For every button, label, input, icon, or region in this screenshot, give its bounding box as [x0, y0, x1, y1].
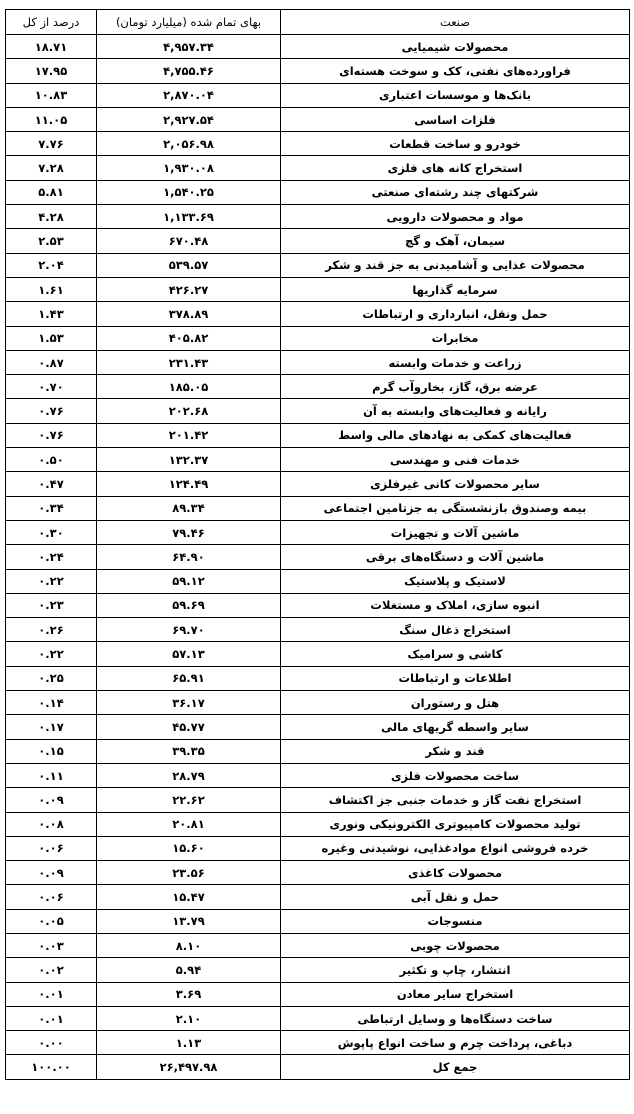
industry-cell: خدمات فنی و مهندسی	[281, 448, 630, 472]
cost-cell: ۲۸.۷۹	[97, 763, 281, 787]
industry-cell: خرده فروشی انواع موادغذایی، نوشیدنی وغیره	[281, 836, 630, 860]
percent-cell: ۱.۵۳	[6, 326, 97, 350]
industry-cell: مواد و محصولات دارویی	[281, 205, 630, 229]
cost-cell: ۶۵.۹۱	[97, 666, 281, 690]
percent-cell: ۰.۸۷	[6, 350, 97, 374]
industry-cell: فلزات اساسی	[281, 107, 630, 131]
cost-cell: ۲.۱۰	[97, 1006, 281, 1030]
industry-cell: سیمان، آهک و گچ	[281, 229, 630, 253]
table-row	[6, 618, 630, 642]
percent-cell: ۲.۵۳	[6, 229, 97, 253]
industry-cell: ماشین آلات و تجهیزات	[281, 520, 630, 544]
percent-cell: ۰.۲۵	[6, 666, 97, 690]
percent-cell: ۱۱.۰۵	[6, 107, 97, 131]
industry-cell: ساخت محصولات فلزی	[281, 763, 630, 787]
industry-cell: قند و شکر	[281, 739, 630, 763]
percent-cell: ۰.۱۴	[6, 691, 97, 715]
percent-cell: ۰.۰۱	[6, 982, 97, 1006]
industry-cell: فراورده‌های نفتی، کک و سوخت هسته‌ای	[281, 59, 630, 83]
percent-cell: ۰.۳۴	[6, 496, 97, 520]
percent-cell: ۰.۵۰	[6, 448, 97, 472]
cost-cell: ۴۰۵.۸۲	[97, 326, 281, 350]
cost-cell: ۳۹.۳۵	[97, 739, 281, 763]
table-row	[6, 205, 630, 229]
table-row	[6, 180, 630, 204]
percent-cell: ۰.۱۷	[6, 715, 97, 739]
table-row	[6, 715, 630, 739]
cost-cell: ۲,۹۲۷.۵۴	[97, 107, 281, 131]
cost-cell: ۵۹.۱۲	[97, 569, 281, 593]
table-row	[6, 59, 630, 83]
cost-cell: ۴۲۶.۲۷	[97, 277, 281, 301]
table-row	[6, 277, 630, 301]
percent-cell: ۰.۰۵	[6, 909, 97, 933]
industry-cell: استخراج سایر معادن	[281, 982, 630, 1006]
industry-cell: انبوه سازی، املاک و مستغلات	[281, 593, 630, 617]
industry-cell: رایانه و فعالیت‌های وابسته به آن	[281, 399, 630, 423]
table-row	[6, 666, 630, 690]
cost-cell: ۶۷۰.۴۸	[97, 229, 281, 253]
percent-cell: ۰.۰۹	[6, 788, 97, 812]
industry-cell: تولید محصولات کامپیوتری الکترونیکی ونوری	[281, 812, 630, 836]
table-row	[6, 156, 630, 180]
table-body	[6, 35, 630, 1055]
table-row	[6, 375, 630, 399]
industry-cell: کاشی و سرامیک	[281, 642, 630, 666]
percent-cell: ۵.۸۱	[6, 180, 97, 204]
percent-cell: ۰.۲۲	[6, 642, 97, 666]
industry-cell: حمل و نقل آبی	[281, 885, 630, 909]
table-row	[6, 132, 630, 156]
cost-cell: ۴,۹۵۷.۳۴	[97, 35, 281, 59]
percent-cell: ۰.۰۱	[6, 1006, 97, 1030]
cost-cell: ۱۸۵.۰۵	[97, 375, 281, 399]
table-row	[6, 909, 630, 933]
cost-cell: ۳۶.۱۷	[97, 691, 281, 715]
industry-cell: بیمه وصندوق بازنشستگی به جزتامین اجتماعی	[281, 496, 630, 520]
table-row	[6, 569, 630, 593]
table-row	[6, 763, 630, 787]
industry-cell: سایر محصولات کانی غیرفلزی	[281, 472, 630, 496]
industry-cell: سرمایه گذاریها	[281, 277, 630, 301]
percent-cell: ۰.۰۹	[6, 861, 97, 885]
percent-cell: ۷.۲۸	[6, 156, 97, 180]
total-industry-cell: جمع کل	[281, 1055, 630, 1079]
table-row	[6, 691, 630, 715]
industry-cell: منسوجات	[281, 909, 630, 933]
cost-cell: ۵۳۹.۵۷	[97, 253, 281, 277]
industry-cell: ماشین آلات و دستگاه‌های برقی	[281, 545, 630, 569]
cost-cell: ۱,۹۳۰.۰۸	[97, 156, 281, 180]
cost-cell: ۸.۱۰	[97, 933, 281, 957]
percent-cell: ۰.۰۸	[6, 812, 97, 836]
cost-cell: ۳.۶۹	[97, 982, 281, 1006]
cost-cell: ۵۷.۱۳	[97, 642, 281, 666]
table-row	[6, 399, 630, 423]
percent-cell: ۱۰.۸۳	[6, 83, 97, 107]
table-row	[6, 83, 630, 107]
table-row	[6, 982, 630, 1006]
percent-cell: ۰.۰۲	[6, 958, 97, 982]
industry-cell: انتشار، چاپ و تکثیر	[281, 958, 630, 982]
header-percent: درصد از کل	[6, 10, 97, 35]
cost-cell: ۲,۰۵۶.۹۸	[97, 132, 281, 156]
cost-cell: ۱۵.۶۰	[97, 836, 281, 860]
table-row	[6, 933, 630, 957]
industry-cell: سایر واسطه گریهای مالی	[281, 715, 630, 739]
percent-cell: ۰.۷۶	[6, 423, 97, 447]
percent-cell: ۱.۴۳	[6, 302, 97, 326]
industry-cell: ساخت دستگاه‌ها و وسایل ارتباطی	[281, 1006, 630, 1030]
industry-cell: خودرو و ساخت قطعات	[281, 132, 630, 156]
percent-cell: ۷.۷۶	[6, 132, 97, 156]
total-percent-cell: ۱۰۰.۰۰	[6, 1055, 97, 1079]
header-cost: بهای تمام شده (میلیارد تومان)	[97, 10, 281, 35]
industry-cell: لاستیک و پلاستیک	[281, 569, 630, 593]
cost-cell: ۱۳.۷۹	[97, 909, 281, 933]
percent-cell: ۰.۰۳	[6, 933, 97, 957]
cost-cell: ۲۰۱.۴۲	[97, 423, 281, 447]
table-row	[6, 812, 630, 836]
cost-cell: ۲۰۲.۶۸	[97, 399, 281, 423]
table-row	[6, 788, 630, 812]
percent-cell: ۰.۰۰	[6, 1031, 97, 1055]
table-row	[6, 836, 630, 860]
table-row	[6, 520, 630, 544]
cost-cell: ۱.۱۳	[97, 1031, 281, 1055]
table-row	[6, 545, 630, 569]
percent-cell: ۱۸.۷۱	[6, 35, 97, 59]
total-cost-cell: ۲۶,۴۹۷.۹۸	[97, 1055, 281, 1079]
cost-cell: ۶۴.۹۰	[97, 545, 281, 569]
industry-cell: محصولات چوبی	[281, 933, 630, 957]
table-row	[6, 448, 630, 472]
table-row	[6, 229, 630, 253]
cost-cell: ۲۳۱.۴۳	[97, 350, 281, 374]
industry-cell: زراعت و خدمات وابسته	[281, 350, 630, 374]
table-row	[6, 958, 630, 982]
industry-cell: شرکتهای چند رشته‌ای صنعتی	[281, 180, 630, 204]
percent-cell: ۱.۶۱	[6, 277, 97, 301]
cost-cell: ۸۹.۳۴	[97, 496, 281, 520]
cost-cell: ۴۵.۷۷	[97, 715, 281, 739]
table-row	[6, 1031, 630, 1055]
table-row	[6, 253, 630, 277]
industry-cell: مخابرات	[281, 326, 630, 350]
industry-cell: محصولات کاغذی	[281, 861, 630, 885]
table-row	[6, 107, 630, 131]
cost-cell: ۴,۷۵۵.۴۶	[97, 59, 281, 83]
percent-cell: ۰.۰۶	[6, 885, 97, 909]
percent-cell: ۰.۲۶	[6, 618, 97, 642]
table-row	[6, 885, 630, 909]
cost-cell: ۳۷۸.۸۹	[97, 302, 281, 326]
industry-cell: محصولات شیمیایی	[281, 35, 630, 59]
table-row	[6, 350, 630, 374]
cost-cell: ۲۲.۶۲	[97, 788, 281, 812]
percent-cell: ۰.۲۳	[6, 593, 97, 617]
percent-cell: ۰.۱۱	[6, 763, 97, 787]
cost-cell: ۱۲۴.۴۹	[97, 472, 281, 496]
total-row	[6, 1055, 630, 1079]
table-row	[6, 861, 630, 885]
cost-cell: ۲,۸۷۰.۰۴	[97, 83, 281, 107]
table-header-row	[6, 10, 630, 35]
header-industry: صنعت	[281, 10, 630, 35]
percent-cell: ۰.۱۵	[6, 739, 97, 763]
industry-cell: محصولات غذایی و آشامیدنی به جز قند و شکر	[281, 253, 630, 277]
cost-cell: ۵۹.۶۹	[97, 593, 281, 617]
percent-cell: ۰.۷۶	[6, 399, 97, 423]
cost-cell: ۲۰.۸۱	[97, 812, 281, 836]
percent-cell: ۲.۰۴	[6, 253, 97, 277]
cost-cell: ۲۳.۵۶	[97, 861, 281, 885]
industry-cost-table	[5, 9, 630, 1080]
percent-cell: ۰.۷۰	[6, 375, 97, 399]
industry-cell: فعالیت‌های کمکی به نهادهای مالی واسط	[281, 423, 630, 447]
table-row	[6, 423, 630, 447]
table-row	[6, 1006, 630, 1030]
table-row	[6, 472, 630, 496]
table-row	[6, 326, 630, 350]
cost-cell: ۷۹.۴۶	[97, 520, 281, 544]
percent-cell: ۰.۴۷	[6, 472, 97, 496]
industry-cell: اطلاعات و ارتباطات	[281, 666, 630, 690]
table-row	[6, 642, 630, 666]
industry-cell: حمل ونقل، انبارداری و ارتباطات	[281, 302, 630, 326]
table-row	[6, 302, 630, 326]
industry-cost-table-container	[5, 9, 629, 1080]
cost-cell: ۱,۵۴۰.۲۵	[97, 180, 281, 204]
percent-cell: ۰.۲۲	[6, 569, 97, 593]
cost-cell: ۶۹.۷۰	[97, 618, 281, 642]
industry-cell: دباغی، پرداخت چرم و ساخت انواع پاپوش	[281, 1031, 630, 1055]
cost-cell: ۱,۱۳۳.۶۹	[97, 205, 281, 229]
industry-cell: استخراج کانه های فلزی	[281, 156, 630, 180]
industry-cell: عرضه برق، گاز، بخاروآب گرم	[281, 375, 630, 399]
percent-cell: ۰.۰۶	[6, 836, 97, 860]
cost-cell: ۱۵.۴۷	[97, 885, 281, 909]
percent-cell: ۱۷.۹۵	[6, 59, 97, 83]
table-row	[6, 739, 630, 763]
industry-cell: هتل و رستوران	[281, 691, 630, 715]
industry-cell: استخراج ذغال سنگ	[281, 618, 630, 642]
cost-cell: ۵.۹۴	[97, 958, 281, 982]
percent-cell: ۴.۲۸	[6, 205, 97, 229]
table-row	[6, 593, 630, 617]
percent-cell: ۰.۳۰	[6, 520, 97, 544]
table-row	[6, 35, 630, 59]
cost-cell: ۱۳۲.۳۷	[97, 448, 281, 472]
percent-cell: ۰.۲۴	[6, 545, 97, 569]
industry-cell: استخراج نفت گاز و خدمات جنبی جز اکتشاف	[281, 788, 630, 812]
industry-cell: بانک‌ها و موسسات اعتباری	[281, 83, 630, 107]
table-row	[6, 496, 630, 520]
